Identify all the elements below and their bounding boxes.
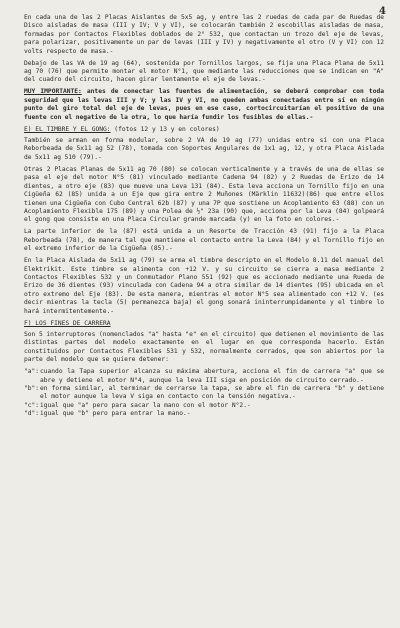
list-item-key: "b":: [24, 385, 40, 392]
list-item-key: "a":: [24, 368, 40, 376]
paragraph-timbre-2: Otras 2 Placas Planas de 5x11 ag 70 (80) se colocan verticalmente y a través de una de ellas se pasa el eje del motor N°5 (81) vinculado mediante Cadena 94 (82) y 2 Ruedas de Erizo de 14 dientes, a otro eje (83) que mueve una Leva 131 (84). Esta leva acciona un Tornillo fijo en una Cigüeña 62 (85) unida a un Eje que gira entre 2 Muñones (Märklin 11632)(86) que entre ellos tienen una Cigüeña con Cubo Central 62b (87) y una 7P que sostiene un Acoplamiento 63 (88) con un Acoplamiento Flexible 175 (89) y una Polea de ½" 23a (90) que, acciona por la Leva (84) golpeará el gong que consiste en una Placa Circular grande marcada (y) en la foto en colores.-: [24, 165, 384, 224]
paragraph-timbre-3: La parte inferior de la (87) está unida a un Resorte de Tracción 43 (91) fijo a la Placa Reborbeada (78), de manera tal que mantiene el contacto entre la Leva (84) y el Tornillo fijo en el extremo inferior de la Cigüeña (85).-: [24, 228, 384, 253]
list-item: [24, 410, 384, 418]
section-f-heading: [24, 320, 384, 328]
list-item: [24, 402, 384, 410]
section-f-title: F) LOS FINES DE CARRERA: [24, 319, 111, 327]
important-text: antes de conectar las fuentes de alimentación, se deberá comprobar con toda seguridad que las levas III y V; y las IV y VI, no queden ambas conectadas entre sí en ningún punto del giro total del eje de levas, pues en ese caso, cortocircuitarían el positivo de una fuente con el negativo de la otra, lo que haría fundir los fusibles de ellas.-: [24, 88, 384, 121]
list-item-text: igual que "a" pero para sacar la mano con el motor N°2.-: [40, 401, 251, 409]
list-item-key: "c":: [24, 401, 40, 409]
section-e-title: E) EL TIMBRE Y EL GONG:: [24, 125, 111, 133]
list-item-key: "d":: [24, 410, 40, 418]
important-warning: [24, 88, 384, 122]
list-item-text: igual que "b" pero para entrar la mano.-: [40, 410, 191, 418]
page-number: 4: [379, 6, 386, 17]
important-label: MUY IMPORTANTE:: [24, 88, 82, 96]
paragraph-motor-1: Debajo de las VA de 19 ag (64), sostenida por Tornillos largos, se fija una Placa Plana de 5x11 ag 70 (76) que permite montar el motor N°1, que mediante las reducciones que se indican en "A" del cuadro del circuito, hacen girar lentamente el eje de levas.-: [24, 59, 384, 84]
paragraph-timbre-4: En la Placa Aislada de 5x11 ag (79) se arma el timbre descripto en el Modelo 8.11 del manual del Elektrikit. Este timbre se alimenta con +12 V. y su circuito se cierra a masa mediante 2 Contactos Flexibles 532 y un Conmutador Plano 551 (92) que es accionado mediante una Rueda de Erizo de 36 dientes (93) vinculada con Cadena 94 a otra similar de 14 dientes (95) ubicada en el otro extremo del Eje (83). De esta manera, mientras el motor N°5 sea alimentado con +12 V. (es decir mientras la tecla (5) permanezca baja) el gong sonará ininterrumpidamente y el timbre lo hará intermitentemente.-: [24, 257, 384, 315]
paragraph-escobillas: En cada una de las 2 Placas Aislantes de 5x5 ag, y entre las 2 ruedas de cada par de Ruedas de Disco aisladas de masa (III y IV; V y VI), se colocarán también 2 escobillas aisladas de masa, formadas por Contactos Flexibles doblados de 2° 532, que contactan un trozo del eje de levas, para polarizar, positivamente un par de levas (III y IV) y negativamente el otro (V y VI) con 12 volts respecto de masa.-: [24, 14, 384, 55]
paragraph-fines-carrera: Son 5 interruptores (nomenclados "a" hasta "e" en el circuito) que detienen el movimiento de las distintas partes del modelo exactamente en el lugar en que corresponda hacerlo. Están constituidos por Contactos Flexibles 531 y 532, normalmente cerrados, que son abiertos por la parte del modelo que se quiere detener:: [24, 330, 384, 364]
section-e-subtitle: (fotos 12 y 13 y en colores): [110, 125, 220, 133]
list-item-text: cuando la Tapa superior alcanza su máxima abertura, acciona el fin de carrera "a" que se abre y detiene el motor N°4, aunque la leva III siga en posición de circuito cerrado.-: [40, 368, 384, 384]
section-e-heading: [24, 126, 384, 134]
list-item: [24, 368, 384, 385]
list-item: [24, 385, 384, 402]
paragraph-timbre-1: También se arman en forma modular, sobre 2 VA de 19 ag (77) unidas entre sí con una Placa Reborbeada de 5x11 ag 52 (78), tomada con Soportes Angulares de 1x1 ag, 12, y otra Placa Aislada de 5x11 ag 510 (79).-: [24, 137, 384, 161]
limit-switch-list: [24, 368, 384, 418]
list-item-text: en forma similar, al terminar de cerrarse la tapa, se abre el fin de carrera "b" y detiene el motor aunque la leva V siga en contacto con la tensión negativa.-: [40, 385, 384, 401]
